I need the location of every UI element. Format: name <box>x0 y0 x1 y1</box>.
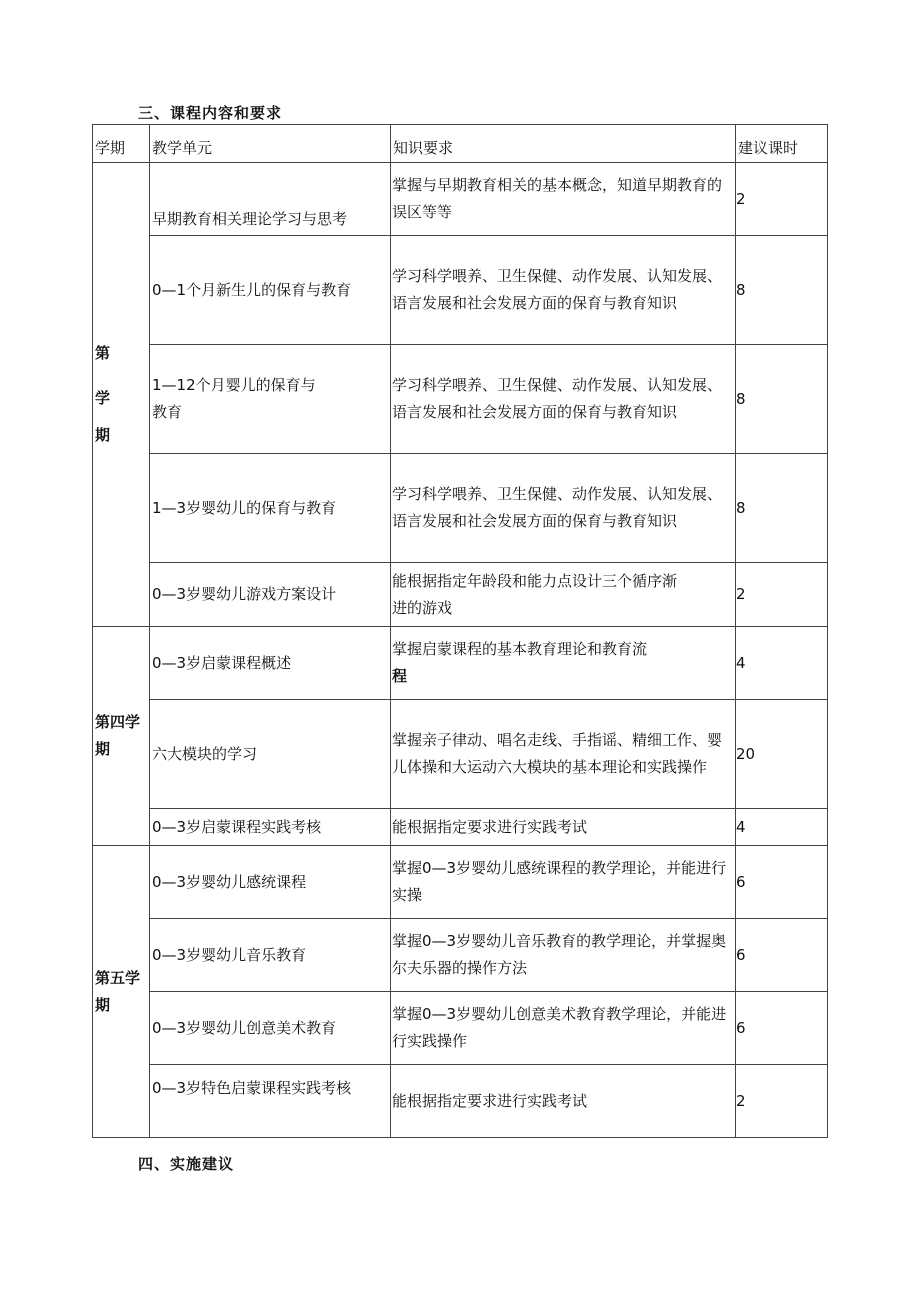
unit-cell: 0—3岁特色启蒙课程实践考核 <box>150 1065 391 1138</box>
semester-cell-1 <box>93 163 150 627</box>
knowledge-cell: 学习科学喂养、卫生保健、动作发展、认知发展、语言发展和社会发展方面的保育与教育知识 <box>391 236 736 345</box>
unit-cell: 1—12个月婴儿的保育与教育 <box>150 345 391 454</box>
unit-cell: 0—3岁婴幼儿创意美术教育 <box>150 992 391 1065</box>
table-row <box>93 163 828 236</box>
hours-cell: 6 <box>736 846 828 919</box>
hours-cell: 4 <box>736 627 828 700</box>
semester-cell-4: 第四学期 <box>93 627 150 846</box>
knowledge-cell <box>391 627 736 700</box>
hours-cell: 2 <box>736 563 828 627</box>
knowledge-cell: 掌握与早期教育相关的基本概念，知道早期教育的误区等等 <box>391 163 736 236</box>
table-row <box>93 627 828 700</box>
knowledge-cell: 掌握0—3岁婴幼儿感统课程的教学理论，并能进行实操 <box>391 846 736 919</box>
knowledge-text: 掌握启蒙课程的基本教育理论和教育流 <box>392 640 648 658</box>
header-semester: 学期 <box>93 125 150 163</box>
course-content-table <box>92 124 828 1138</box>
knowledge-text-tail: 程 <box>392 667 408 685</box>
table-row <box>93 345 828 454</box>
unit-cell: 早期教育相关理论学习与思考 <box>150 163 391 236</box>
header-row <box>93 125 828 163</box>
unit-cell: 0—1个月新生儿的保育与教育 <box>150 236 391 345</box>
semester-1-char-1: 第 <box>95 344 111 362</box>
table-row <box>93 1065 828 1138</box>
knowledge-cell: 学习科学喂养、卫生保健、动作发展、认知发展、语言发展和社会发展方面的保育与教育知识 <box>391 345 736 454</box>
hours-cell: 4 <box>736 809 828 846</box>
hours-cell: 8 <box>736 345 828 454</box>
hours-cell: 6 <box>736 992 828 1065</box>
section-3-heading: 三、课程内容和要求 <box>138 104 283 122</box>
knowledge-cell: 能根据指定要求进行实践考试 <box>391 809 736 846</box>
section-4-heading: 四、实施建议 <box>138 1155 235 1173</box>
unit-cell: 0—3岁婴幼儿感统课程 <box>150 846 391 919</box>
knowledge-cell: 能根据指定要求进行实践考试 <box>391 1065 736 1138</box>
knowledge-cell: 学习科学喂养、卫生保健、动作发展、认知发展、语言发展和社会发展方面的保育与教育知识 <box>391 454 736 563</box>
unit-cell: 0—3岁婴幼儿游戏方案设计 <box>150 563 391 627</box>
unit-cell: 六大模块的学习 <box>150 700 391 809</box>
unit-cell: 0—3岁启蒙课程实践考核 <box>150 809 391 846</box>
unit-cell: 0—3岁婴幼儿音乐教育 <box>150 919 391 992</box>
table-row <box>93 700 828 809</box>
hours-cell: 6 <box>736 919 828 992</box>
header-hours: 建议课时 <box>736 125 828 163</box>
knowledge-cell: 掌握0—3岁婴幼儿音乐教育的教学理论，并掌握奥尔夫乐器的操作方法 <box>391 919 736 992</box>
semester-1-char-3: 期 <box>95 426 111 444</box>
table-row <box>93 919 828 992</box>
unit-cell: 0—3岁启蒙课程概述 <box>150 627 391 700</box>
hours-cell: 8 <box>736 236 828 345</box>
table-row <box>93 563 828 627</box>
semester-cell-5: 第五学期 <box>93 846 150 1138</box>
knowledge-cell: 能根据指定年龄段和能力点设计三个循序渐进的游戏 <box>391 563 736 627</box>
header-unit: 教学单元 <box>150 125 391 163</box>
hours-cell: 20 <box>736 700 828 809</box>
table-row <box>93 992 828 1065</box>
header-knowledge: 知识要求 <box>391 125 736 163</box>
table-row <box>93 846 828 919</box>
unit-cell: 1—3岁婴幼儿的保育与教育 <box>150 454 391 563</box>
knowledge-cell: 掌握0—3岁婴幼儿创意美术教育教学理论，并能进行实践操作 <box>391 992 736 1065</box>
table-row <box>93 809 828 846</box>
knowledge-cell: 掌握亲子律动、唱名走线、手指谣、精细工作、婴儿体操和大运动六大模块的基本理论和实践操作 <box>391 700 736 809</box>
hours-cell: 8 <box>736 454 828 563</box>
semester-1-char-2: 学 <box>95 389 111 407</box>
hours-cell: 2 <box>736 1065 828 1138</box>
table-row <box>93 454 828 563</box>
hours-cell: 2 <box>736 163 828 236</box>
table-row <box>93 236 828 345</box>
